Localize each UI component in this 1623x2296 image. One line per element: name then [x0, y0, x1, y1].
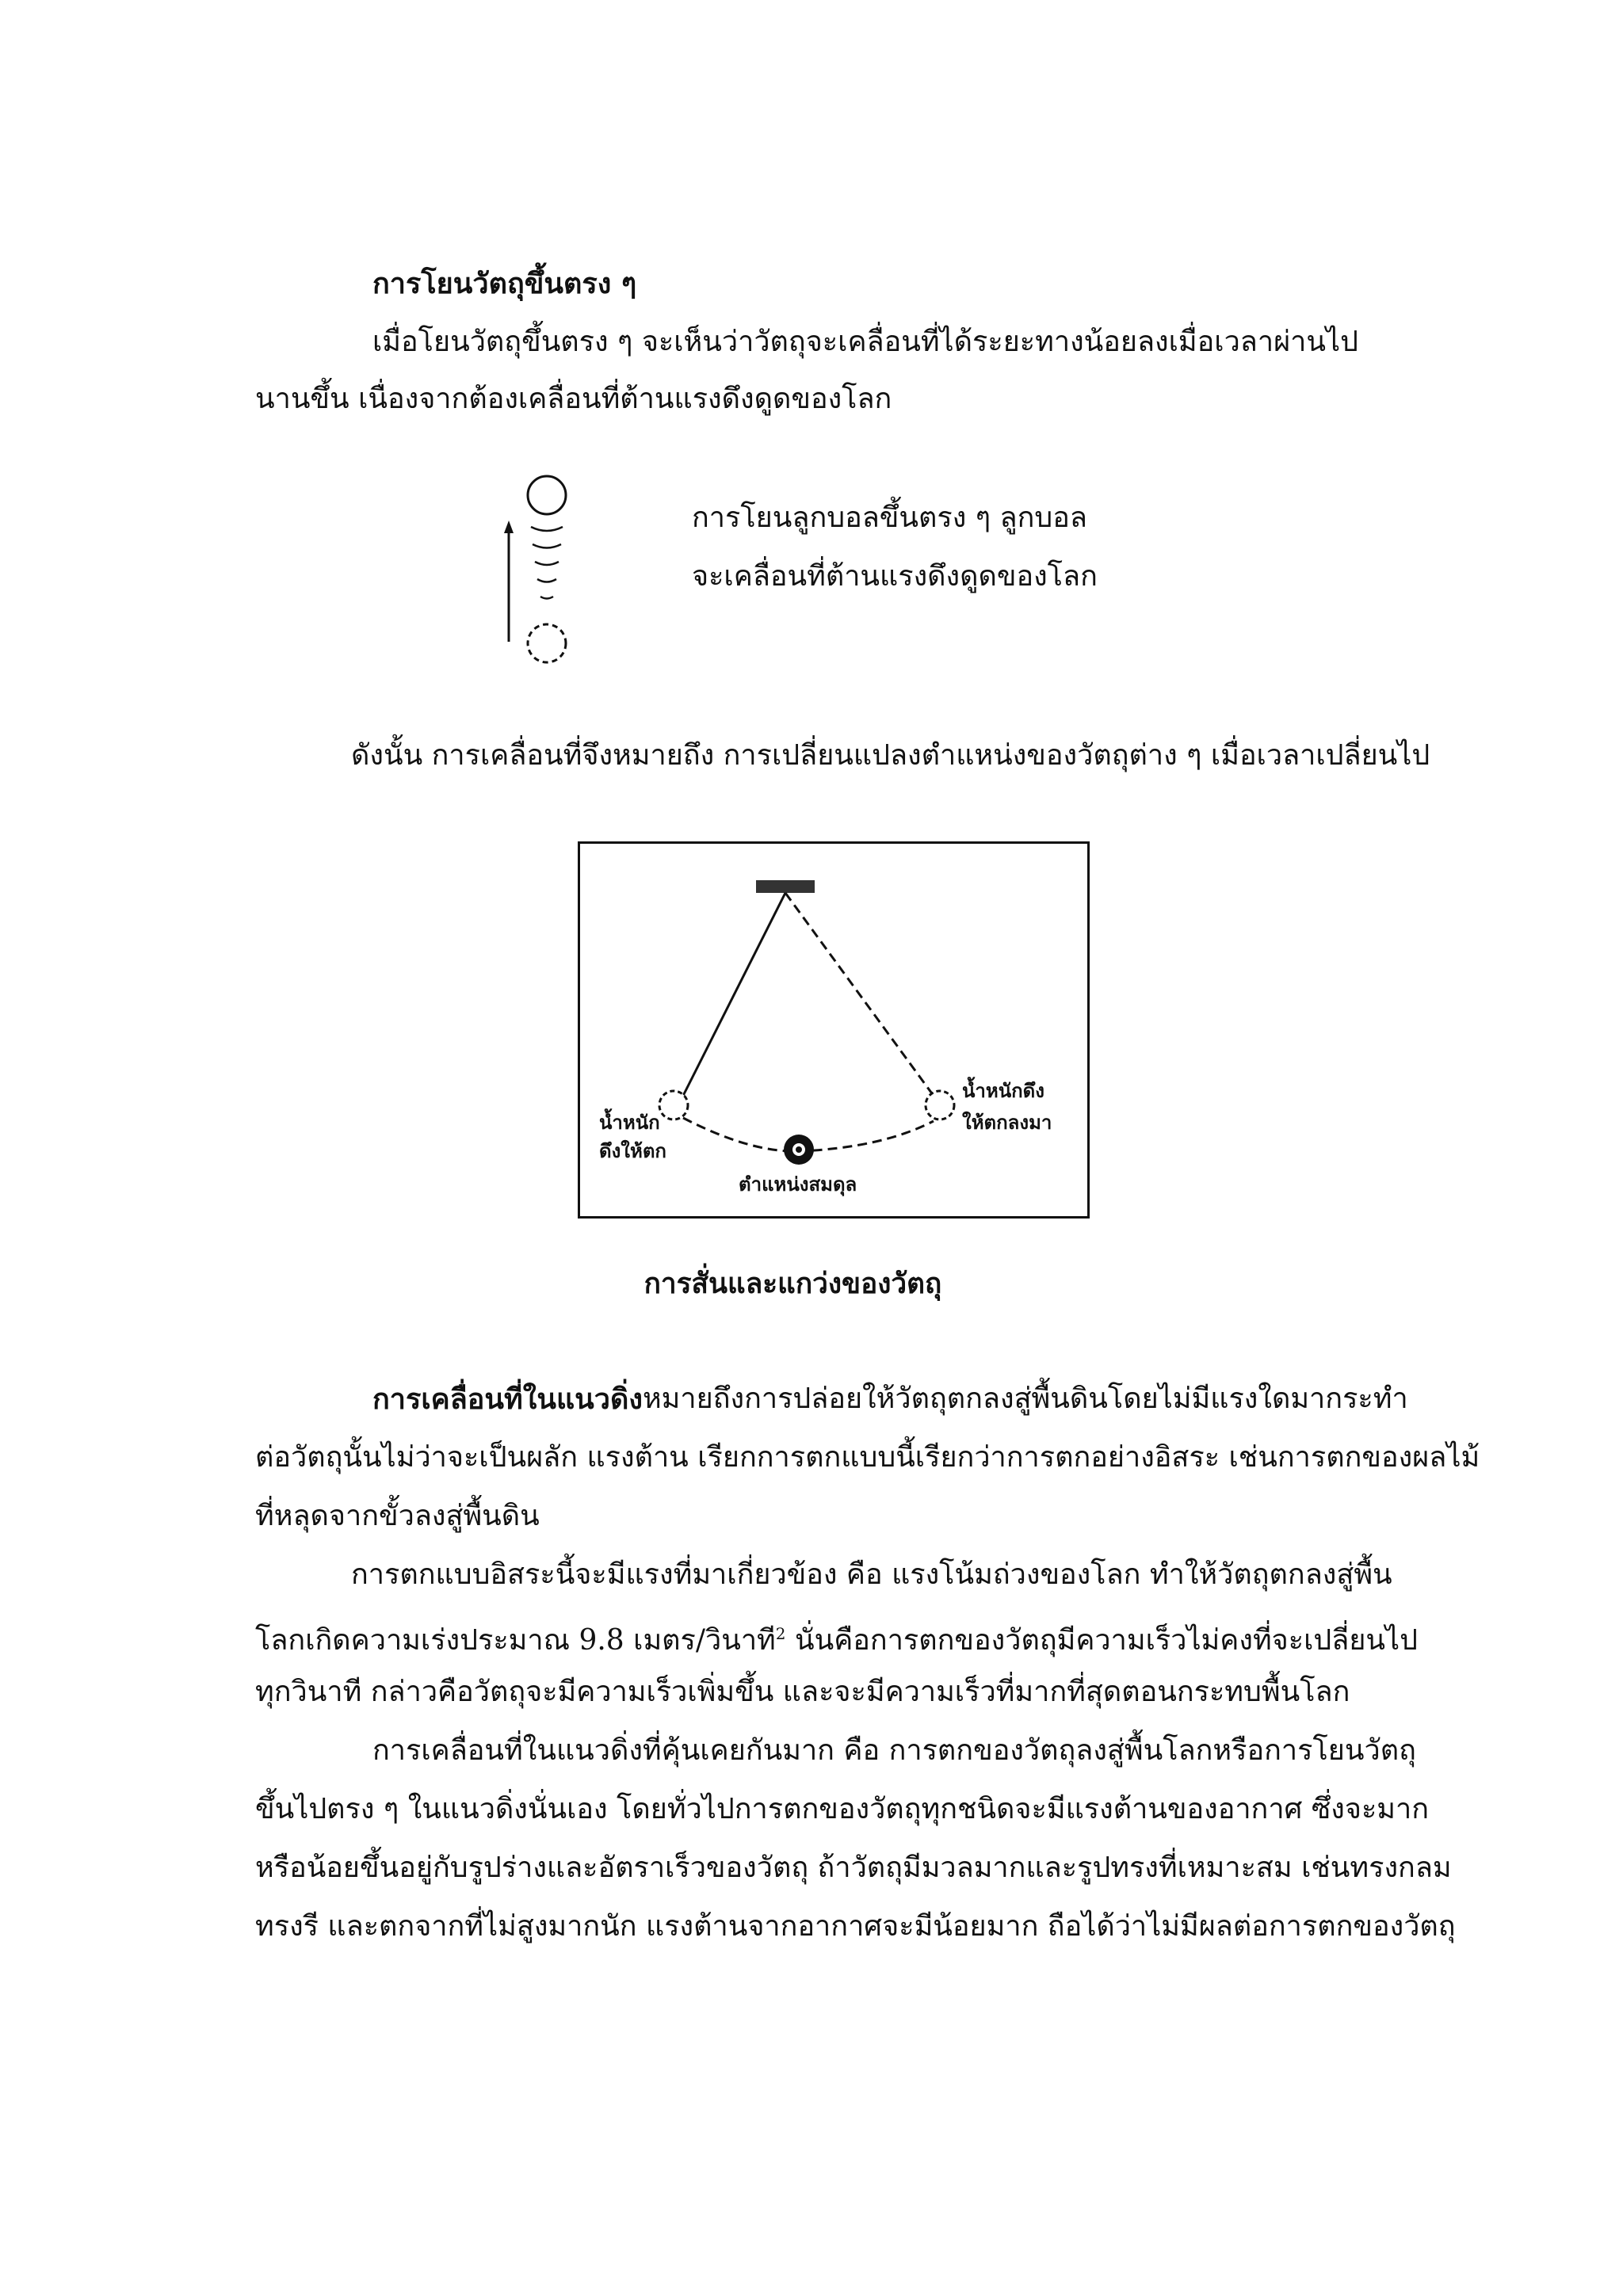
label-left: ดึงให้ตก — [599, 1140, 666, 1162]
summary-line: ดังนั้น การเคลื่อนที่จึงหมายถึง การเปลี่ยนแปลงตำแหน่งของวัตถุต่าง ๆ เมื่อเวลาเปลี่ยนไป — [351, 739, 1430, 772]
ball-start-icon — [528, 624, 566, 662]
label-left: น้ำหนัก — [599, 1112, 660, 1134]
pivot-support-icon — [756, 880, 815, 893]
figure-caption-line: จะเคลื่อนที่ต้านแรงดึงดูดของโลก — [692, 560, 1098, 593]
superscript-2: 2 — [775, 1624, 786, 1643]
motion-trail — [535, 562, 559, 565]
figure-caption-line: การโยนลูกบอลขึ้นตรง ๆ ลูกบอล — [692, 502, 1087, 534]
paragraph-line: หรือน้อยขึ้นอยู่กับรูปร่างและอัตราเร็วของวัตถุ ถ้าวัตถุมีมวลมากและรูปทรงที่เหมาะสม เช่นทรงกลม — [255, 1852, 1452, 1884]
paragraph-line: ขึ้นไปตรง ๆ ในแนวดิ่งนั่นเอง โดยทั่วไปการตกของวัตถุทุกชนิดจะมีแรงต้านของอากาศ ซึ่งจะมาก — [255, 1793, 1430, 1825]
paragraph-text: หมายถึงการปล่อยให้วัตถุตกลงสู่พื้นดินโดยไม่มีแรงใดมากระทำ — [642, 1383, 1408, 1415]
motion-trail — [540, 597, 553, 599]
motion-trail — [533, 544, 561, 548]
label-equilibrium: ตำแหน่งสมดุล — [739, 1173, 857, 1196]
pendulum-figure — [578, 841, 1090, 1219]
paragraph-line: โลกเกิดความเร่งประมาณ 9.8 เมตร/วินาที$^2$ นั่นคือการตกของวัตถุมีความเร็วไม่คงที่จะเปลี่ยนไป — [255, 1624, 1418, 1657]
label-right: น้ำหนักดึง — [962, 1080, 1044, 1102]
ball-top-icon — [528, 476, 566, 514]
upward-arrow-head-icon — [504, 521, 514, 533]
ball-throw-figure — [499, 471, 594, 677]
pendulum-string-dashed — [785, 893, 934, 1096]
motion-trail — [537, 579, 556, 582]
bob-right-icon — [926, 1091, 954, 1119]
paragraph-line — [372, 1382, 1408, 1417]
label-right: ให้ตกลงมา — [962, 1112, 1052, 1134]
paragraph-line: การตกแบบอิสระนี้จะมีแรงที่มาเกี่ยวข้อง คือ แรงโน้มถ่วงของโลก ทำให้วัตถุตกลงสู่พื้น — [351, 1558, 1392, 1591]
vertical-motion-term: การเคลื่อนที่ในแนวดิ่ง — [372, 1383, 643, 1416]
figure-caption: การสั่นและแกว่งของวัตถุ — [643, 1267, 942, 1300]
motion-trail — [531, 527, 563, 531]
pendulum-string — [683, 893, 785, 1096]
section-heading-throw-up: การโยนวัตถุขึ้นตรง ๆ — [372, 267, 637, 300]
paragraph-line: การเคลื่อนที่ในแนวดิ่งที่คุ้นเคยกันมาก คือ การตกของวัตถุลงสู่พื้นโลกหรือการโยนวัตถุ — [372, 1734, 1416, 1767]
bob-left-icon — [659, 1091, 688, 1119]
paragraph-line: เมื่อโยนวัตถุขึ้นตรง ๆ จะเห็นว่าวัตถุจะเคลื่อนที่ได้ระยะทางน้อยลงเมื่อเวลาผ่านไป — [372, 326, 1358, 358]
paragraph-line: ทุกวินาที กล่าวคือวัตถุจะมีความเร็วเพิ่มขึ้น และจะมีความเร็วที่มากที่สุดตอนกระทบพื้นโลก — [255, 1676, 1350, 1708]
paragraph-line: ต่อวัตถุนั้นไม่ว่าจะเป็นผลัก แรงต้าน เรียกการตกแบบนี้เรียกว่าการตกอย่างอิสระ เช่นการตกของผลไม้ — [255, 1441, 1480, 1474]
paragraph-line: ทรงรี และตกจากที่ไม่สูงมากนัก แรงต้านจากอากาศจะมีน้อยมาก ถือได้ว่าไม่มีผลต่อการตกของวัตถุ — [255, 1910, 1456, 1943]
paragraph-line: ที่หลุดจากขั้วลงสู่พื้นดิน — [255, 1500, 540, 1532]
paragraph-line: นานขึ้น เนื่องจากต้องเคลื่อนที่ต้านแรงดึงดูดของโลก — [255, 383, 892, 415]
